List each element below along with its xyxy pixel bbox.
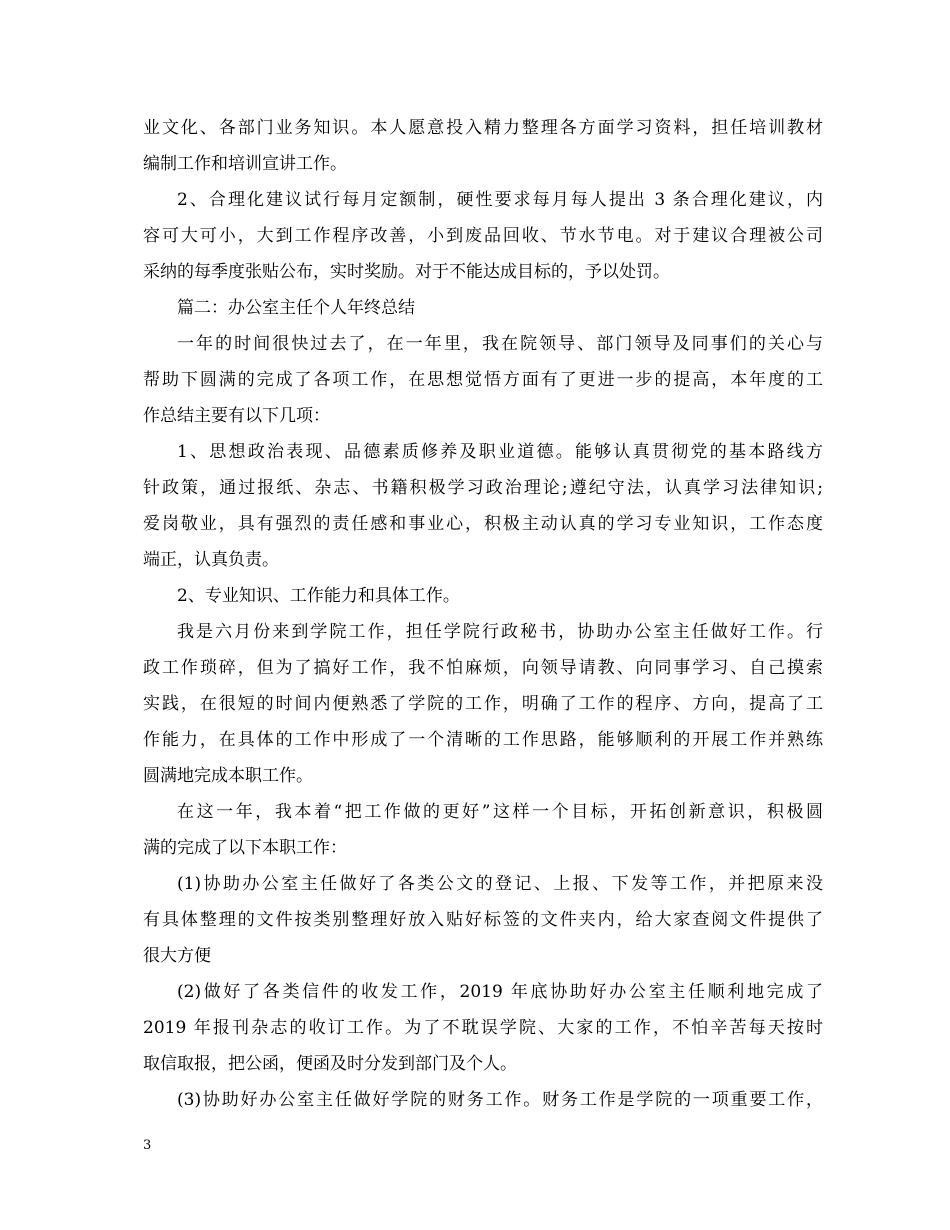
text-line: 篇二：办公室主任个人年终总结 <box>177 298 415 318</box>
text-line: 采纳的每季度张贴公布，实时奖励。对于不能达成目标的，予以处罚。 <box>143 262 670 282</box>
text-line: 容可大可小，大到工作程序改善，小到废品回收、节水节电。对于建议合理被公司 <box>143 226 823 246</box>
text-line: 满的完成了以下本职工作： <box>143 838 347 858</box>
text-line: 作总结主要有以下几项： <box>143 406 330 426</box>
text-line: 业文化、各部门业务知识。本人愿意投入精力整理各方面学习资料，担任培训教材 <box>143 118 823 138</box>
text-line: 我是六月份来到学院工作，担任学院行政秘书，协助办公室主任做好工作。行 <box>177 622 823 642</box>
text-line: 2019 年报刊杂志的收订工作。为了不耽误学院、大家的工作，不怕辛苦每天按时 <box>143 1018 823 1038</box>
document-body <box>143 110 823 1118</box>
text-line: 政工作琐碎，但为了搞好工作，我不怕麻烦，向领导请教、向同事学习、自己摸索 <box>143 658 823 678</box>
text-line: 编制工作和培训宣讲工作。 <box>143 154 347 174</box>
text-line: 圆满地完成本职工作。 <box>143 766 313 786</box>
text-line: 在这一年，我本着“把工作做的更好”这样一个目标，开拓创新意识，积极圆 <box>177 802 823 822</box>
text-line: 针政策，通过报纸、杂志、书籍积极学习政治理论;遵纪守法，认真学习法律知识; <box>143 478 823 498</box>
text-line: 1、思想政治表现、品德素质修养及职业道德。能够认真贯彻党的基本路线方 <box>177 442 823 462</box>
text-line: 作能力，在具体的工作中形成了一个清晰的工作思路，能够顺利的开展工作并熟练 <box>143 730 823 750</box>
text-line: 爱岗敬业，具有强烈的责任感和事业心，积极主动认真的学习专业知识，工作态度 <box>143 514 823 534</box>
text-line: 很大方便 <box>143 946 211 966</box>
text-line: 实践，在很短的时间内便熟悉了学院的工作，明确了工作的程序、方向，提高了工 <box>143 694 823 714</box>
text-line: (2)做好了各类信件的收发工作，2019 年底协助好办公室主任顺利地完成了 <box>177 982 823 1002</box>
text-line: 有具体整理的文件按类别整理好放入贴好标签的文件夹内，给大家查阅文件提供了 <box>143 910 823 930</box>
text-line: 帮助下圆满的完成了各项工作，在思想觉悟方面有了更进一步的提高，本年度的工 <box>143 370 823 390</box>
text-line: 2、专业知识、工作能力和具体工作。 <box>177 586 460 606</box>
text-line: 取信取报，把公函，便函及时分发到部门及个人。 <box>143 1054 517 1074</box>
text-line: (1)协助办公室主任做好了各类公文的登记、上报、下发等工作，并把原来没 <box>177 874 823 894</box>
page-number: 3 <box>143 1138 152 1153</box>
text-line: (3)协助好办公室主任做好学院的财务工作。财务工作是学院的一项重要工作， <box>177 1090 823 1110</box>
text-line: 一年的时间很快过去了，在一年里，我在院领导、部门领导及同事们的关心与 <box>177 334 823 354</box>
text-line: 2、合理化建议试行每月定额制，硬性要求每月每人提出 3 条合理化建议，内 <box>177 190 823 210</box>
text-line: 端正，认真负责。 <box>143 550 279 570</box>
